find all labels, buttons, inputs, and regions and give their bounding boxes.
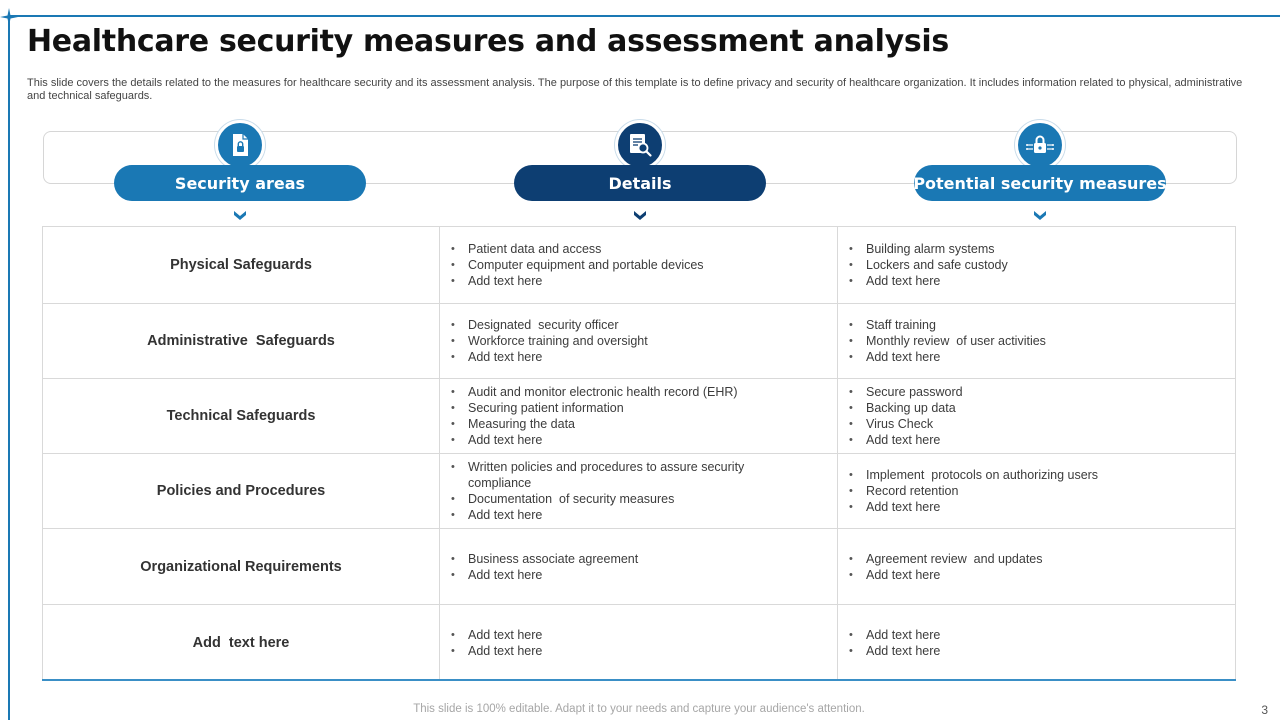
list-item: • Lockers and safe custody xyxy=(849,257,1008,273)
table-row xyxy=(43,227,1235,304)
header-potential-measures xyxy=(914,120,1166,230)
list-item: • Add text here xyxy=(451,567,638,583)
table-row xyxy=(43,304,1235,379)
bullet-list xyxy=(849,627,940,659)
list-item: • Add text here xyxy=(451,643,542,659)
list-item: • Written policies and procedures to assure security compliance xyxy=(451,459,768,491)
details-cell xyxy=(440,454,838,528)
security-area-cell xyxy=(43,379,440,453)
security-area-label: Administrative Safeguards xyxy=(147,333,335,349)
list-item: • Workforce training and oversight xyxy=(451,333,648,349)
sparkle-icon xyxy=(0,8,18,26)
table-row xyxy=(43,454,1235,529)
measures-cell xyxy=(838,605,1235,681)
chevron-down-icon xyxy=(1033,210,1047,222)
measures-cell xyxy=(838,304,1235,378)
list-item: • Record retention xyxy=(849,483,1098,499)
frame-top-line xyxy=(8,15,1280,17)
table-row xyxy=(43,605,1235,681)
header-details xyxy=(514,120,766,230)
list-item: • Securing patient information xyxy=(451,400,738,416)
list-item: • Patient data and access xyxy=(451,241,704,257)
table-row xyxy=(43,529,1235,605)
list-item: • Staff training xyxy=(849,317,1046,333)
security-area-cell xyxy=(43,454,440,528)
header-label: Potential security measures xyxy=(914,165,1166,201)
security-area-label: Add text here xyxy=(192,635,290,651)
security-area-cell xyxy=(43,304,440,378)
list-item: • Agreement review and updates xyxy=(849,551,1043,567)
list-item: • Implement protocols on authorizing users xyxy=(849,467,1098,483)
list-item: • Business associate agreement xyxy=(451,551,638,567)
bullet-list xyxy=(451,317,648,365)
list-item: • Monthly review of user activities xyxy=(849,333,1046,349)
footer-note: This slide is 100% editable. Adapt it to your needs and capture your audience's attention. xyxy=(413,703,865,715)
security-table xyxy=(42,226,1236,680)
page-title: Healthcare security measures and assessment analysis xyxy=(27,24,949,59)
padlock-circuit-icon xyxy=(1015,120,1065,170)
list-item: • Add text here xyxy=(849,627,940,643)
details-cell xyxy=(440,304,838,378)
list-item: • Building alarm systems xyxy=(849,241,1008,257)
security-area-label: Organizational Requirements xyxy=(140,558,342,575)
details-cell xyxy=(440,227,838,303)
list-item: • Add text here xyxy=(849,273,1008,289)
document-lock-icon xyxy=(215,120,265,170)
security-area-cell xyxy=(43,227,440,303)
list-item: • Virus Check xyxy=(849,416,963,432)
list-item: • Backing up data xyxy=(849,400,963,416)
list-item: • Add text here xyxy=(849,349,1046,365)
bullet-list xyxy=(849,317,1046,365)
list-item: • Documentation of security measures xyxy=(451,491,768,507)
page-subtitle: This slide covers the details related to the measures for healthcare security and its assessment analysis. The purpose of this template is to define privacy and security of healthcare organization. It includes information related to physical, administrative and technical safeguards. xyxy=(27,77,1243,102)
details-cell xyxy=(440,605,838,681)
table-row xyxy=(43,379,1235,454)
list-item: • Add text here xyxy=(849,643,940,659)
security-area-cell xyxy=(43,605,440,681)
list-item: • Add text here xyxy=(849,499,1098,515)
security-area-label: Policies and Procedures xyxy=(156,483,326,499)
bullet-list xyxy=(451,384,738,448)
bullet-list xyxy=(849,467,1098,515)
table-bottom-rule xyxy=(42,679,1236,681)
list-item: • Designated security officer xyxy=(451,317,648,333)
list-item: • Add text here xyxy=(451,273,704,289)
measures-cell xyxy=(838,379,1235,453)
measures-cell xyxy=(838,227,1235,303)
list-item: • Computer equipment and portable devices xyxy=(451,257,704,273)
chevron-down-icon xyxy=(633,210,647,222)
bullet-list xyxy=(451,627,542,659)
header-label: Security areas xyxy=(114,165,366,201)
header-security-areas xyxy=(114,120,366,230)
measures-cell xyxy=(838,454,1235,528)
list-item: • Add text here xyxy=(451,432,738,448)
list-item: • Add text here xyxy=(451,627,542,643)
bullet-list xyxy=(451,241,704,289)
measures-cell xyxy=(838,529,1235,604)
details-cell xyxy=(440,529,838,604)
security-area-label: Physical Safeguards xyxy=(170,257,312,273)
security-area-label: Technical Safeguards xyxy=(166,408,316,424)
document-search-icon xyxy=(615,120,665,170)
list-item: • Add text here xyxy=(451,507,768,523)
page-number: 3 xyxy=(1261,703,1268,717)
security-area-cell xyxy=(43,529,440,604)
list-item: • Add text here xyxy=(849,567,1043,583)
chevron-down-icon xyxy=(233,210,247,222)
bullet-list xyxy=(849,384,963,448)
bullet-list xyxy=(451,459,768,523)
list-item: • Measuring the data xyxy=(451,416,738,432)
details-cell xyxy=(440,379,838,453)
list-item: • Audit and monitor electronic health record (EHR) xyxy=(451,384,738,400)
bullet-list xyxy=(451,551,638,583)
bullet-list xyxy=(849,551,1043,583)
frame-left-line xyxy=(8,15,10,720)
list-item: • Add text here xyxy=(451,349,648,365)
list-item: • Secure password xyxy=(849,384,963,400)
list-item: • Add text here xyxy=(849,432,963,448)
bullet-list xyxy=(849,241,1008,289)
header-label: Details xyxy=(514,165,766,201)
